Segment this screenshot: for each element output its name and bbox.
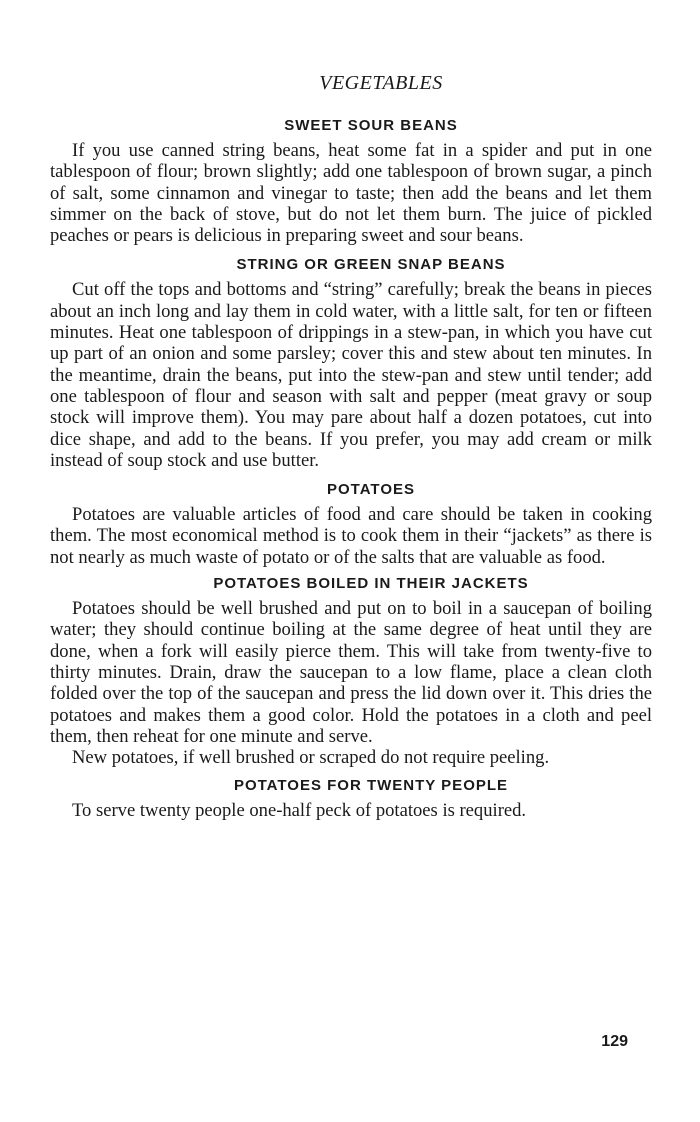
book-page [50,72,652,830]
page-number: 129 [601,1033,628,1050]
section-heading: POTATOES [326,481,415,499]
recipe-section [50,481,652,568]
paragraph: Potatoes are valuable articles of food and care should be taken in cooking them. The most economical method is to cook them in their “jackets” as there is not nearly as much waste of potato or of the salts that are valuable as food. [50,504,652,568]
section-heading: SWEET SOUR BEANS [284,117,458,134]
paragraph: To serve twenty people one-half peck of potatoes is required. [72,800,527,822]
recipe-section [50,575,652,768]
paragraph: Potatoes should be well brushed and put on to boil in a saucepan of boiling water; they should continue boiling at the same degree of heat until they are done, when a fork will easily pierce them. This will take from twenty-five to thirty minutes. Drain, draw the saucepan to a low flame, place a clean cloth folded over the top of the saucepan and press the lid down over it. This dries the potatoes and makes them a good color. Hold the potatoes in a cloth and peel them, then reheat for one minute and serve. [50,598,652,747]
section-heading: POTATOES FOR TWENTY PEOPLE [233,777,509,795]
recipe-section [50,777,652,821]
recipe-section [50,256,652,471]
running-head: VEGETABLES [319,72,443,94]
paragraph: New potatoes, if well brushed or scraped do not require peeling. [72,747,550,769]
paragraph: If you use canned string beans, heat some fat in a spider and put in one tablespoon of flour; brown slightly; add one tablespoon of brown sugar, a pinch of salt, some cinnamon and vinegar to taste; then add the beans and let them simmer on the back of stove, but do not let them burn. The juice of pickled peaches or pears is delicious in preparing sweet and sour beans. [50,140,652,247]
paragraph: Cut off the tops and bottoms and “string” carefully; break the beans in pieces about an inch long and lay them in cold water, with a little salt, for ten or fifteen minutes. Heat one tablespoon of drippings in a stew-pan, in which you have cut up part of an onion and some parsley; cover this and stew about ten minutes. In the meantime, drain the beans, put into the stew-pan and stew until tender; add one tablespoon of flour and season with salt and pepper (meat gravy or soup stock will improve them). You may pare about half a dozen potatoes, cut into dice shape, and add to the beans. If you prefer, you may add cream or milk instead of soup stock and use butter. [50,279,652,471]
recipe-section [50,117,652,246]
section-heading: STRING OR GREEN SNAP BEANS [236,256,506,274]
section-heading: POTATOES BOILED IN THEIR JACKETS [213,575,529,593]
